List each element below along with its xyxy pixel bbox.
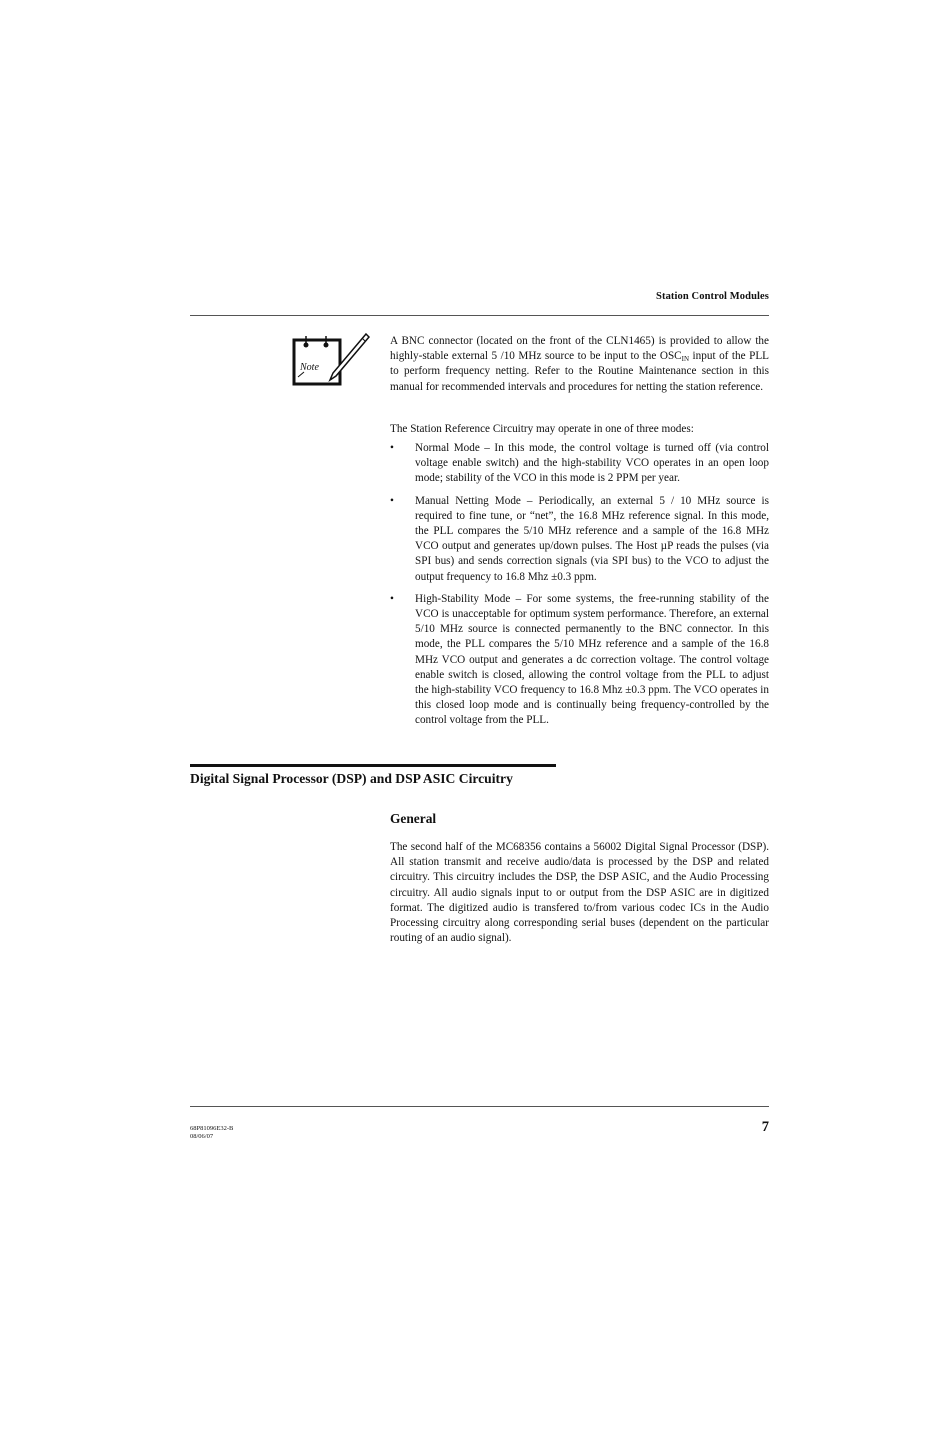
header-rule [190, 315, 769, 316]
section-rule [190, 764, 556, 767]
page-number: 7 [761, 1119, 769, 1135]
paragraph-bnc-connector: A BNC connector (located on the front of the CLN1465) is provided to allow the highly-stable external 5 /10 MHz source to be input to the $OSC_{IN}$ input of the PLL to perform frequency netting. Refer to the Routine Maintenance section in this manual for recommended intervals and procedures for netting the station reference. [390, 335, 769, 393]
running-head: Station Control Modules [656, 291, 769, 302]
paragraph-modes-intro: The Station Reference Circuitry may operate in one of three modes: [390, 423, 694, 435]
list-item: • High-Stability Mode – For some systems, the free-running stability of the VCO is unacceptable for optimum system performance. Therefore, an external 5/10 MHz source is connected permanently to the BNC connector. In this mode, the PLL compares the 5/10 MHz reference and a sample of the 16.8 MHz VCO output and generates a dc correction voltage. The control voltage enable switch is closed, allowing the control voltage from the PLL to adjust the high-stability VCO frequency to 16.8 Mhz ±0.3 ppm. The VCO operates in this closed loop mode and is continually being frequency-controlled by the control voltage from the PLL. [390, 592, 769, 727]
note-label: Note [300, 362, 319, 373]
modes-list [390, 441, 769, 736]
doc-id: 68P81096E32-B [190, 1125, 234, 1132]
subsection-title: General [390, 811, 437, 826]
list-item: • Manual Netting Mode – Periodically, an external 5 / 10 MHz source is required to fine tune, or “net”, the 16.8 MHz reference signal. In this mode, the PLL compares the 5/10 MHz reference and a sample of the 16.8 MHz VCO output and generates up/down pulses. The Host µP reads the pulses (via SPI bus) and sends correction signals (via SPI bus) to the VCO to adjust the output frequency to 16.8 Mhz ±0.3 ppm. [390, 494, 769, 583]
doc-date: 08/06/07 [190, 1133, 214, 1140]
footer-doc-info [190, 1125, 233, 1141]
paragraph-dsp-general: The second half of the MC68356 contains a 56002 Digital Signal Processor (DSP). All station transmit and receive audio/data is processed by the DSP and related circuitry. This circuitry includes the DSP, the DSP ASIC, and the Audio Processing circuitry. All audio signals input to or output from the DSP ASIC are in digitized format. The digitized audio is transfered to/from various codec ICs in the Audio Processing circuitry along corresponding serial buses (dependent on the particular routing of an audio signal). [390, 841, 769, 945]
note-pencil-icon [292, 332, 370, 388]
footer-rule [190, 1106, 769, 1107]
section-title: Digital Signal Processor (DSP) and DSP ASIC Circuitry [190, 771, 513, 786]
list-item: • Normal Mode – In this mode, the control voltage is turned off (via control voltage enable switch) and the high-stability VCO operates in an open loop mode; stability of the VCO in this mode is 2 PPM per year. [390, 442, 769, 485]
